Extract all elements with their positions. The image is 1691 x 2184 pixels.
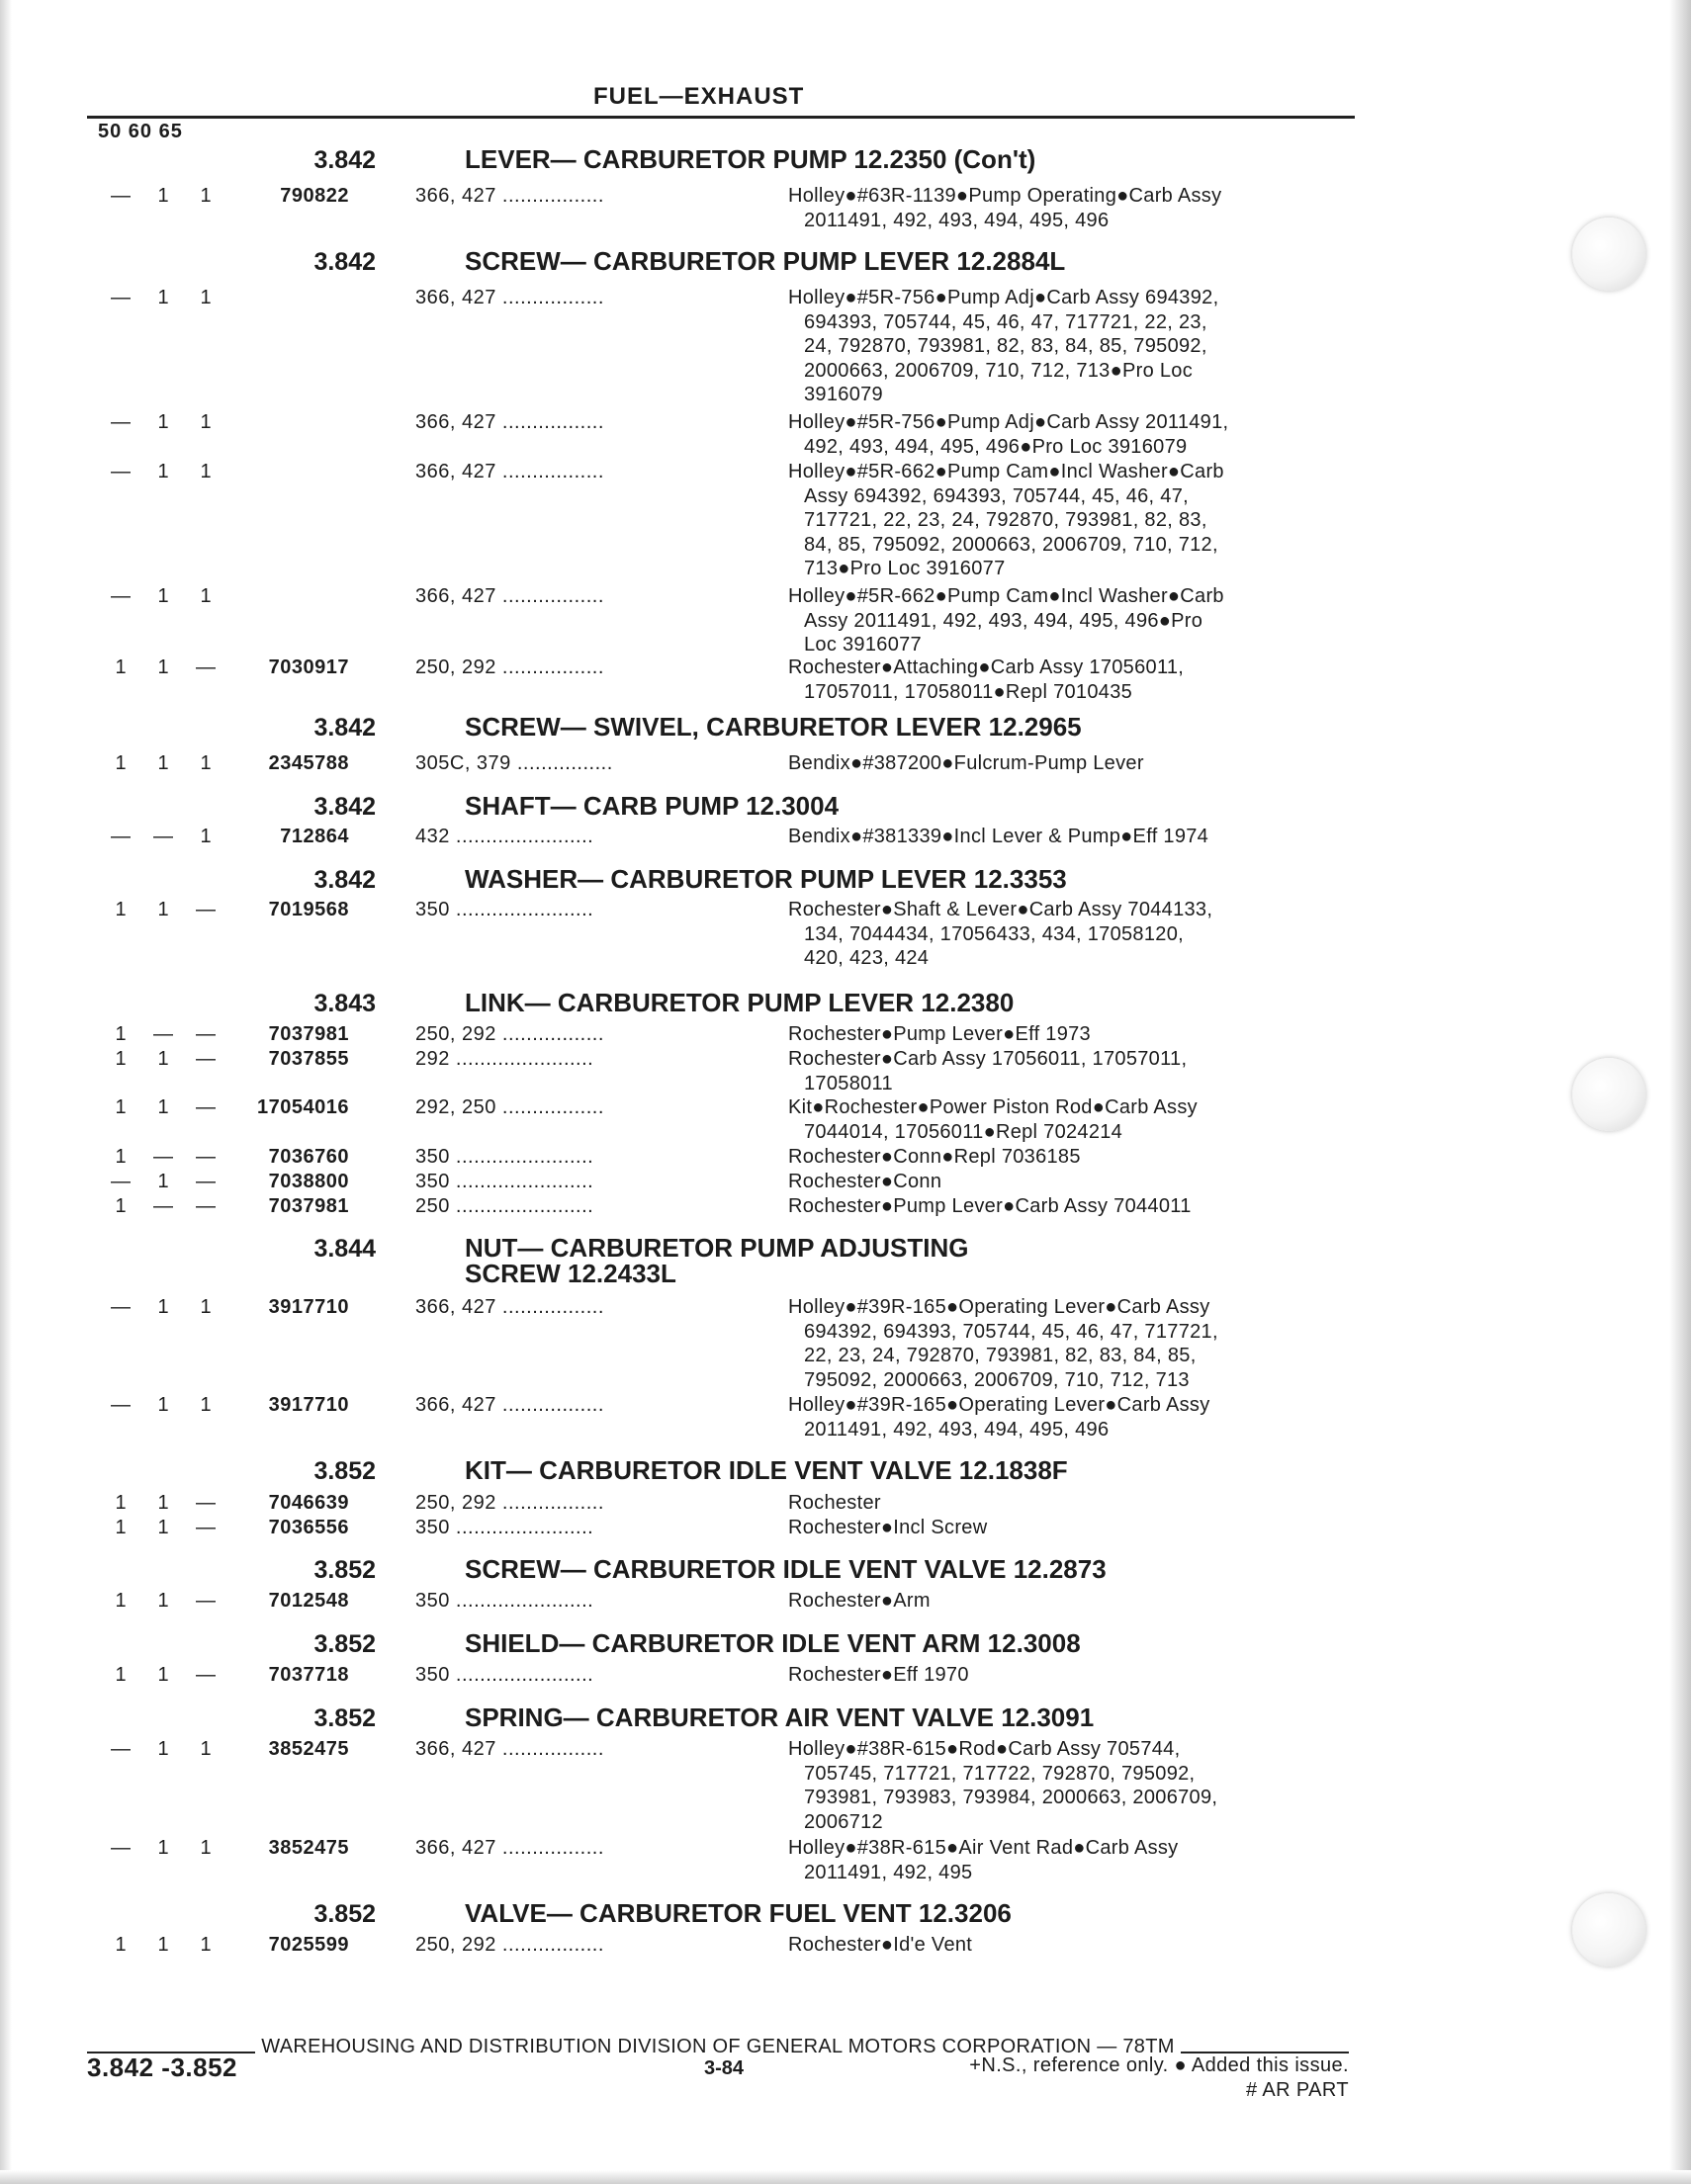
- description-line: 2000663, 2006709, 710, 712, 713●Pro Loc: [804, 359, 1193, 382]
- footer-legend: [969, 2053, 1349, 2103]
- qty-1965: —: [196, 1023, 216, 1045]
- qty-1960: 1: [157, 752, 169, 774]
- qty-1965: 1: [200, 1837, 212, 1859]
- description-line: Rochester●Conn: [788, 1171, 942, 1192]
- qty-1950: 1: [115, 752, 127, 774]
- qty-1965: 1: [200, 1934, 212, 1956]
- footer-section-range: 3.842 -3.852: [87, 2053, 238, 2082]
- group-header: [0, 787, 1691, 824]
- group-header: [0, 140, 1691, 177]
- qty-1950: —: [111, 1394, 131, 1416]
- group-header: [0, 1229, 1691, 1288]
- part-entry: [0, 1933, 1691, 1958]
- group-title: KIT— CARBURETOR IDLE VENT VALVE 12.1838F: [465, 1455, 1068, 1485]
- qty-1965: —: [196, 899, 216, 920]
- group-title: SCREW— CARBURETOR IDLE VENT VALVE 12.2873: [465, 1554, 1107, 1584]
- description-line: Rochester●Pump Lever●Carb Assy 7044011: [788, 1195, 1192, 1217]
- group-number: 3.842: [313, 146, 376, 174]
- group-title: SPRING— CARBURETOR AIR VENT VALVE 12.3091: [465, 1703, 1095, 1732]
- part-number: 17054016: [257, 1096, 349, 1118]
- part-entry: [0, 1022, 1691, 1047]
- description-line: 134, 7044434, 17056433, 434, 17058120,: [804, 922, 1184, 945]
- qty-1950: 1: [115, 1517, 127, 1538]
- qty-1965: —: [196, 1146, 216, 1168]
- part-entry: [0, 1491, 1691, 1516]
- part-number: 3917710: [268, 1394, 349, 1416]
- engine-codes: 250, 292 .................: [415, 1492, 604, 1514]
- part-number: 7037981: [268, 1023, 349, 1045]
- engine-codes: 350 .......................: [415, 1590, 594, 1612]
- part-number: 3852475: [268, 1837, 349, 1859]
- group-title: SCREW— SWIVEL, CARBURETOR LEVER 12.2965: [465, 712, 1082, 742]
- group-header: [0, 242, 1691, 279]
- group-number: 3.852: [313, 1900, 376, 1928]
- group-title: WASHER— CARBURETOR PUMP LEVER 12.3353: [465, 864, 1067, 894]
- description-line: 84, 85, 795092, 2000663, 2006709, 710, 712,: [804, 533, 1218, 556]
- description-line: 705745, 717721, 717722, 792870, 795092,: [804, 1762, 1196, 1785]
- description-line: 694392, 694393, 705744, 45, 46, 47, 717721,: [804, 1320, 1218, 1343]
- description-line: 17058011: [804, 1072, 893, 1094]
- group-header: [0, 1699, 1691, 1735]
- part-description: [788, 655, 1352, 704]
- part-description: [788, 1663, 1352, 1688]
- part-description: [788, 1170, 1352, 1194]
- part-entry: [0, 1145, 1691, 1170]
- engine-codes: 432 .......................: [415, 826, 594, 847]
- qty-1965: 1: [200, 1296, 212, 1318]
- group-number: 3.852: [313, 1457, 376, 1485]
- part-description: [788, 286, 1352, 407]
- part-entry: [0, 1170, 1691, 1194]
- qty-1950: 1: [115, 1492, 127, 1514]
- part-entry: [0, 460, 1691, 581]
- description-line: Rochester●Conn●Repl 7036185: [788, 1146, 1081, 1168]
- qty-1950: 1: [115, 1195, 127, 1217]
- part-number: 7012548: [268, 1590, 349, 1612]
- qty-1950: —: [111, 185, 131, 207]
- qty-1965: —: [196, 1171, 216, 1192]
- qty-1960: 1: [157, 1517, 169, 1538]
- qty-1960: 1: [157, 1837, 169, 1859]
- group-number: 3.852: [313, 1556, 376, 1584]
- qty-1960: 1: [157, 1096, 169, 1118]
- qty-1960: —: [153, 826, 173, 847]
- part-description: [788, 825, 1352, 849]
- group-header: [0, 984, 1691, 1020]
- part-description: [788, 584, 1352, 657]
- qty-1965: 1: [200, 585, 212, 607]
- qty-1965: —: [196, 1195, 216, 1217]
- qty-1950: 1: [115, 656, 127, 678]
- qty-1950: 1: [115, 1023, 127, 1045]
- group-title: SCREW— CARBURETOR PUMP LEVER 12.2884L: [465, 246, 1066, 276]
- description-line: Rochester●Id'e Vent: [788, 1934, 973, 1956]
- part-description: [788, 1933, 1352, 1958]
- group-number: 3.843: [313, 990, 376, 1017]
- qty-1950: 1: [115, 1590, 127, 1612]
- part-description: [788, 1589, 1352, 1614]
- part-number: 7037855: [268, 1048, 349, 1070]
- footer-division-text: WAREHOUSING AND DISTRIBUTION DIVISION OF GENERAL MOTORS CORPORATION — 78TM: [261, 2036, 1175, 2057]
- qty-1965: 1: [200, 1738, 212, 1760]
- part-entry: [0, 1095, 1691, 1144]
- group-title: NUT— CARBURETOR PUMP ADJUSTING SCREW 12.2433L: [465, 1233, 969, 1288]
- part-entry: [0, 825, 1691, 849]
- part-description: [788, 184, 1352, 232]
- qty-1960: 1: [157, 1492, 169, 1514]
- group-number: 3.842: [313, 793, 376, 821]
- description-line: Rochester●Arm: [788, 1590, 931, 1612]
- part-description: [788, 460, 1352, 581]
- part-description: [788, 1393, 1352, 1441]
- qty-1950: 1: [115, 899, 127, 920]
- part-description: [788, 1491, 1352, 1516]
- group-title: SHAFT— CARB PUMP 12.3004: [465, 791, 840, 821]
- group-header: [0, 860, 1691, 897]
- engine-codes: 366, 427 .................: [415, 1394, 604, 1416]
- qty-1960: 1: [157, 1296, 169, 1318]
- description-line: 694393, 705744, 45, 46, 47, 717721, 22, 23,: [804, 310, 1207, 333]
- group-title: VALVE— CARBURETOR FUEL VENT 12.3206: [465, 1898, 1012, 1928]
- engine-codes: 366, 427 .................: [415, 287, 604, 308]
- engine-codes: 350 .......................: [415, 899, 594, 920]
- engine-codes: 250 .......................: [415, 1195, 594, 1217]
- description-line: Holley●#38R-615●Rod●Carb Assy 705744,: [788, 1738, 1181, 1760]
- qty-1960: 1: [157, 585, 169, 607]
- qty-1950: —: [111, 1837, 131, 1859]
- engine-codes: 366, 427 .................: [415, 185, 604, 207]
- engine-codes: 350 .......................: [415, 1171, 594, 1192]
- page-bottom-shadow: [0, 2170, 1691, 2184]
- engine-codes: 366, 427 .................: [415, 461, 604, 482]
- part-entry: [0, 1836, 1691, 1884]
- qty-1965: 1: [200, 461, 212, 482]
- qty-1960: 1: [157, 185, 169, 207]
- engine-codes: 350 .......................: [415, 1664, 594, 1686]
- description-line: Holley●#5R-756●Pump Adj●Carb Assy 694392,: [788, 287, 1219, 308]
- description-line: Assy 694392, 694393, 705744, 45, 46, 47,: [804, 484, 1189, 507]
- qty-1965: 1: [200, 185, 212, 207]
- qty-1965: 1: [200, 826, 212, 847]
- part-entry: [0, 898, 1691, 971]
- qty-1950: 1: [115, 1048, 127, 1070]
- description-line: 795092, 2000663, 2006709, 710, 712, 713: [804, 1368, 1190, 1391]
- qty-1960: —: [153, 1195, 173, 1217]
- description-line: 713●Pro Loc 3916077: [804, 558, 1006, 579]
- part-number: 712864: [280, 826, 349, 847]
- engine-codes: 350 .......................: [415, 1517, 594, 1538]
- part-number: 3917710: [268, 1296, 349, 1318]
- part-number: 2345788: [268, 752, 349, 774]
- description-line: Rochester●Shaft & Lever●Carb Assy 7044133,: [788, 899, 1213, 920]
- description-line: Loc 3916077: [804, 634, 922, 655]
- group-header: [0, 708, 1691, 744]
- qty-1960: 1: [157, 1048, 169, 1070]
- part-description: [788, 1022, 1352, 1047]
- qty-1960: 1: [157, 899, 169, 920]
- description-line: Rochester●Carb Assy 17056011, 17057011,: [788, 1048, 1188, 1070]
- description-line: Holley●#39R-165●Operating Lever●Carb Assy: [788, 1394, 1210, 1416]
- group-header: [0, 1550, 1691, 1587]
- description-line: 22, 23, 24, 792870, 793981, 82, 83, 84, 85,: [804, 1345, 1197, 1366]
- qty-1965: —: [196, 1048, 216, 1070]
- part-entry: [0, 1737, 1691, 1834]
- part-entry: [0, 1589, 1691, 1614]
- qty-1950: —: [111, 1171, 131, 1192]
- part-description: [788, 1295, 1352, 1392]
- footer-legend-line-1: +N.S., reference only. ● Added this issue.: [969, 2054, 1349, 2076]
- part-entry: [0, 1194, 1691, 1219]
- group-header: [0, 1624, 1691, 1661]
- part-description: [788, 1516, 1352, 1540]
- engine-codes: 366, 427 .................: [415, 585, 604, 607]
- qty-1950: 1: [115, 1934, 127, 1956]
- description-line: 2006712: [804, 1810, 883, 1833]
- part-description: [788, 751, 1352, 776]
- qty-1960: 1: [157, 1394, 169, 1416]
- part-entry: [0, 1047, 1691, 1095]
- qty-1960: 1: [157, 461, 169, 482]
- qty-1950: —: [111, 585, 131, 607]
- group-title: LEVER— CARBURETOR PUMP 12.2350 (Con't): [465, 144, 1036, 174]
- qty-1960: 1: [157, 411, 169, 433]
- engine-codes: 366, 427 .................: [415, 1738, 604, 1760]
- qty-1960: —: [153, 1146, 173, 1168]
- group-number: 3.842: [313, 866, 376, 894]
- part-description: [788, 1194, 1352, 1219]
- description-line: Assy 2011491, 492, 493, 494, 495, 496●Pro: [804, 609, 1203, 632]
- part-entry: [0, 286, 1691, 407]
- qty-1950: —: [111, 411, 131, 433]
- group-title: SHIELD— CARBURETOR IDLE VENT ARM 12.3008: [465, 1628, 1081, 1658]
- engine-codes: 250, 292 .................: [415, 1934, 604, 1956]
- part-description: [788, 898, 1352, 971]
- engine-codes: 292 .......................: [415, 1048, 594, 1070]
- group-header: [0, 1894, 1691, 1931]
- qty-1965: —: [196, 1664, 216, 1686]
- qty-1950: —: [111, 1296, 131, 1318]
- engine-codes: 366, 427 .................: [415, 411, 604, 433]
- engine-codes: 250, 292 .................: [415, 1023, 604, 1045]
- part-number: 7036760: [268, 1146, 349, 1168]
- qty-1960: 1: [157, 656, 169, 678]
- engine-codes: 366, 427 .................: [415, 1296, 604, 1318]
- qty-1960: 1: [157, 1934, 169, 1956]
- engine-codes: 292, 250 .................: [415, 1096, 604, 1118]
- description-line: Holley●#5R-756●Pump Adj●Carb Assy 2011491,: [788, 411, 1229, 433]
- description-line: Rochester●Eff 1970: [788, 1664, 969, 1686]
- qty-1965: —: [196, 1517, 216, 1538]
- description-line: 2011491, 492, 495: [804, 1861, 973, 1883]
- part-number: 7046639: [268, 1492, 349, 1514]
- part-entry: [0, 751, 1691, 776]
- qty-1950: —: [111, 461, 131, 482]
- part-description: [788, 1047, 1352, 1095]
- description-line: Kit●Rochester●Power Piston Rod●Carb Assy: [788, 1096, 1198, 1118]
- qty-1950: 1: [115, 1096, 127, 1118]
- part-entry: [0, 1393, 1691, 1441]
- section-title: FUEL—EXHAUST: [593, 83, 805, 110]
- qty-1965: —: [196, 1590, 216, 1612]
- group-number: 3.852: [313, 1630, 376, 1658]
- part-entry: [0, 584, 1691, 657]
- part-entry: [0, 1663, 1691, 1688]
- qty-1965: 1: [200, 752, 212, 774]
- qty-1950: —: [111, 1738, 131, 1760]
- engine-codes: 366, 427 .................: [415, 1837, 604, 1859]
- qty-1960: 1: [157, 287, 169, 308]
- part-entry: [0, 410, 1691, 459]
- part-description: [788, 410, 1352, 459]
- group-number: 3.844: [313, 1235, 376, 1263]
- description-line: 17057011, 17058011●Repl 7010435: [804, 680, 1133, 703]
- description-line: 2011491, 492, 493, 494, 495, 496: [804, 1418, 1110, 1441]
- part-description: [788, 1145, 1352, 1170]
- engine-codes: 250, 292 .................: [415, 656, 604, 678]
- qty-1965: —: [196, 1492, 216, 1514]
- description-line: Holley●#63R-1139●Pump Operating●Carb Assy: [788, 185, 1222, 207]
- column-year-headers: 50 60 65: [98, 121, 183, 142]
- description-line: Rochester●Incl Screw: [788, 1517, 988, 1538]
- group-header: [0, 1451, 1691, 1488]
- qty-1960: 1: [157, 1590, 169, 1612]
- part-number: 7030917: [268, 656, 349, 678]
- engine-codes: 350 .......................: [415, 1146, 594, 1168]
- part-number: 7037718: [268, 1664, 349, 1686]
- part-number: 7019568: [268, 899, 349, 920]
- group-number: 3.842: [313, 714, 376, 742]
- part-number: 3852475: [268, 1738, 349, 1760]
- qty-1965: 1: [200, 411, 212, 433]
- description-line: 717721, 22, 23, 24, 792870, 793981, 82, 83,: [804, 509, 1207, 531]
- description-line: 24, 792870, 793981, 82, 83, 84, 85, 795092,: [804, 335, 1207, 357]
- part-description: [788, 1836, 1352, 1884]
- description-line: 7044014, 17056011●Repl 7024214: [804, 1120, 1123, 1143]
- qty-1965: —: [196, 656, 216, 678]
- part-number: 7037981: [268, 1195, 349, 1217]
- qty-1960: 1: [157, 1664, 169, 1686]
- group-number: 3.852: [313, 1704, 376, 1732]
- group-number: 3.842: [313, 248, 376, 276]
- qty-1950: 1: [115, 1664, 127, 1686]
- description-line: 2011491, 492, 493, 494, 495, 496: [804, 209, 1110, 231]
- description-line: Holley●#38R-615●Air Vent Rad●Carb Assy: [788, 1837, 1179, 1859]
- description-line: Bendix●#381339●Incl Lever & Pump●Eff 1974: [788, 826, 1209, 847]
- part-number: 790822: [280, 185, 349, 207]
- part-number: 7038800: [268, 1171, 349, 1192]
- footer-page-number: 3-84: [704, 2057, 745, 2079]
- description-line: 793981, 793983, 793984, 2000663, 2006709,: [804, 1787, 1218, 1808]
- qty-1950: —: [111, 826, 131, 847]
- description-line: Rochester●Attaching●Carb Assy 17056011,: [788, 656, 1185, 678]
- description-line: 3916079: [804, 384, 883, 405]
- description-line: Bendix●#387200●Fulcrum-Pump Lever: [788, 752, 1144, 774]
- qty-1960: 1: [157, 1171, 169, 1192]
- qty-1960: —: [153, 1023, 173, 1045]
- part-entry: [0, 1516, 1691, 1540]
- part-entry: [0, 1295, 1691, 1392]
- part-description: [788, 1095, 1352, 1144]
- group-title: LINK— CARBURETOR PUMP LEVER 12.2380: [465, 988, 1015, 1017]
- qty-1965: 1: [200, 1394, 212, 1416]
- qty-1965: 1: [200, 287, 212, 308]
- description-line: Rochester●Pump Lever●Eff 1973: [788, 1023, 1091, 1045]
- engine-codes: 305C, 379 ................: [415, 752, 613, 774]
- part-number: 7025599: [268, 1934, 349, 1956]
- description-line: Holley●#5R-662●Pump Cam●Incl Washer●Carb: [788, 585, 1224, 607]
- qty-1950: —: [111, 287, 131, 308]
- qty-1965: —: [196, 1096, 216, 1118]
- description-line: Rochester: [788, 1492, 881, 1514]
- footer-legend-line-2: # AR PART: [1245, 2079, 1349, 2101]
- description-line: Holley●#39R-165●Operating Lever●Carb Assy: [788, 1296, 1210, 1318]
- part-description: [788, 1737, 1352, 1834]
- part-entry: [0, 184, 1691, 232]
- header-rule: [87, 116, 1355, 119]
- qty-1960: 1: [157, 1738, 169, 1760]
- description-line: 492, 493, 494, 495, 496●Pro Loc 3916079: [804, 435, 1188, 458]
- qty-1950: 1: [115, 1146, 127, 1168]
- part-number: 7036556: [268, 1517, 349, 1538]
- description-line: Holley●#5R-662●Pump Cam●Incl Washer●Carb: [788, 461, 1224, 482]
- description-line: 420, 423, 424: [804, 947, 930, 969]
- part-entry: [0, 655, 1691, 704]
